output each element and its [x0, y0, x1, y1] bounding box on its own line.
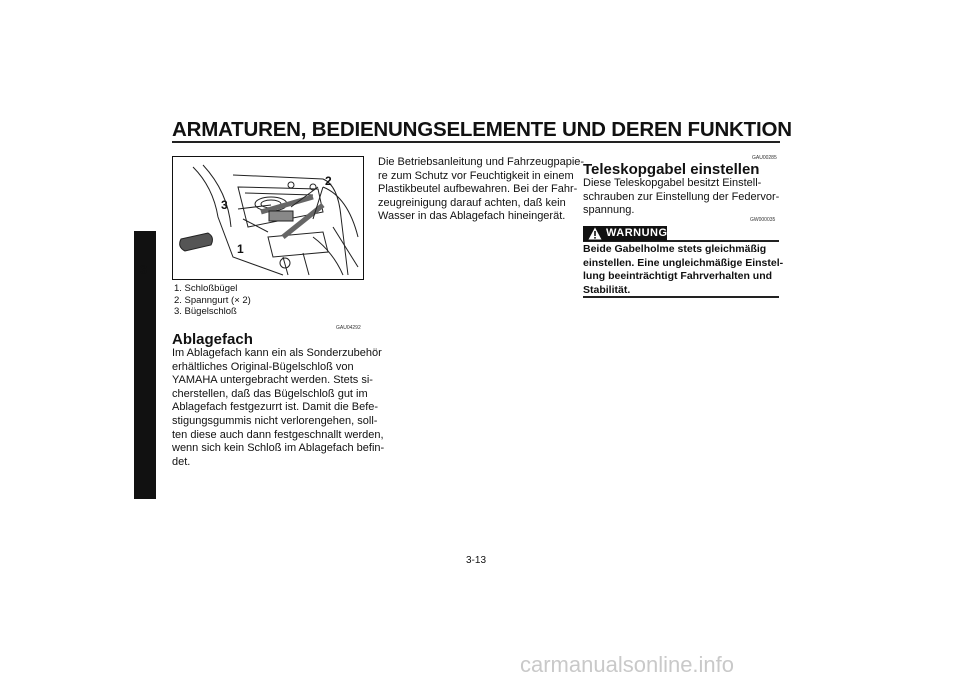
- callout-2: 2: [325, 174, 332, 188]
- page-title: ARMATUREN, BEDIENUNGSELEMENTE UND DEREN FUNKTION: [172, 118, 792, 141]
- motorcycle-seat-illustration: [173, 157, 363, 278]
- page-number: 3-13: [466, 555, 487, 566]
- section-body-ablagefach: [172, 347, 384, 469]
- text-line: Beide Gabelholme stets gleichmäßig: [583, 243, 767, 255]
- text-line: Diese Teleskopgabel besitzt Einstell-: [583, 177, 762, 189]
- section-code: GAU04292: [336, 325, 361, 331]
- warning-badge: [583, 226, 667, 241]
- section-body-teleskop: [583, 177, 779, 218]
- section-body-middle: [378, 156, 584, 224]
- text-line: re zum Schutz vor Feuchtigkeit in einem: [378, 169, 574, 182]
- storage-compartment-figure: [172, 156, 364, 280]
- text-line: det.: [172, 455, 191, 468]
- text-line: Wasser in das Ablagefach hineingerät.: [378, 210, 566, 223]
- caption-item: 1. Schloßbügel: [174, 283, 238, 294]
- figure-captions: [174, 283, 251, 318]
- text-line: zeugreinigung darauf achten, daß kein: [378, 196, 566, 209]
- warning-code: GW000035: [750, 217, 776, 223]
- caption-item: 3. Bügelschloß: [174, 306, 237, 317]
- text-line: Im Ablagefach kann ein als Sonderzubehör: [172, 347, 382, 359]
- chapter-tab-number: 3: [140, 262, 148, 277]
- text-line: wenn sich kein Schloß im Ablagefach befin-: [172, 442, 385, 455]
- watermark: carmanualsonline.info: [520, 652, 735, 677]
- text-line: YAMAHA untergebracht werden. Stets si-: [172, 374, 373, 387]
- warning-bottom-rule: [583, 296, 779, 298]
- text-line: Die Betriebsanleitung und Fahrzeugpapie-: [378, 156, 585, 168]
- text-line: erhältliches Original-Bügelschloß von: [172, 360, 354, 373]
- title-rule: [172, 141, 780, 143]
- warning-triangle-icon: [588, 227, 602, 243]
- text-line: Ablagefach festgezurrt ist. Damit die Befe-: [172, 401, 379, 414]
- section-heading-ablagefach: Ablagefach: [172, 331, 253, 348]
- text-line: einstellen. Eine ungleichmäßige Einstel-: [583, 256, 784, 269]
- section-heading-teleskop: Teleskopgabel einstellen: [583, 161, 760, 178]
- text-line: Plastikbeutel aufbewahren. Bei der Fahr-: [378, 183, 578, 196]
- warning-text: [583, 243, 783, 297]
- text-line: Stabilität.: [583, 283, 631, 296]
- text-line: spannung.: [583, 204, 635, 217]
- text-line: cherstellen, daß das Bügelschloß gut im: [172, 387, 368, 400]
- text-line: lung beeinträchtigt Fahrverhalten und: [583, 270, 773, 282]
- callout-1: 1: [237, 242, 244, 256]
- text-line: schrauben zur Einstellung der Federvor-: [583, 190, 780, 203]
- warning-label: WARNUNG: [606, 227, 668, 239]
- callout-3: 3: [221, 198, 228, 212]
- section-code: GAU00285: [752, 155, 777, 161]
- caption-item: 2. Spanngurt (× 2): [174, 294, 251, 306]
- text-line: stigungsgummis nicht verlorengehen, soll-: [172, 414, 378, 427]
- text-line: ten diese auch dann festgeschnallt werden,: [172, 428, 384, 441]
